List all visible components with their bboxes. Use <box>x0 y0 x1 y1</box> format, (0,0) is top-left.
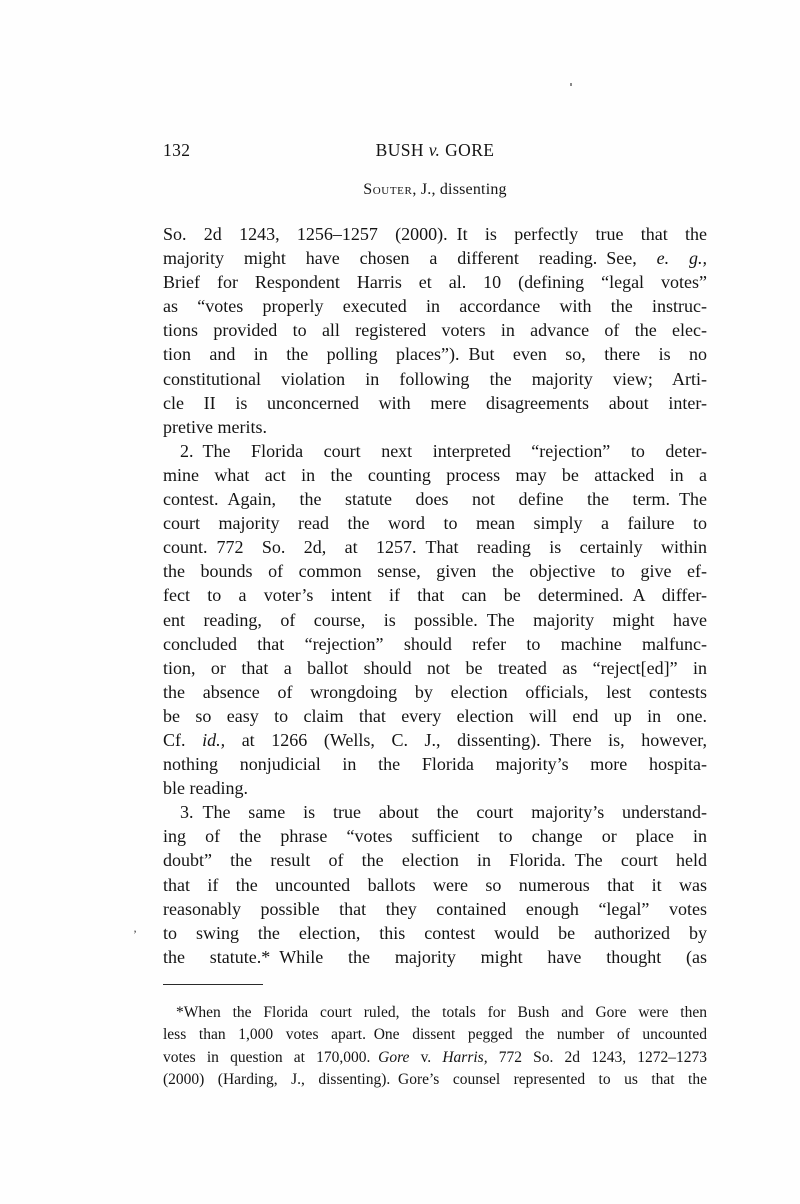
text-line: contest. Again, the statute does not define the term. The <box>163 489 707 510</box>
text-line: be so easy to claim that every election will end up in one. <box>163 705 707 726</box>
text-line: ing of the phrase “votes sufficient to change or place in <box>163 826 707 847</box>
text-line: ent reading, of course, is possible. The majority might have <box>163 609 707 630</box>
text-line: that if the uncounted ballots were so numerous that it was <box>163 874 707 895</box>
page-header <box>163 140 707 161</box>
paragraph <box>163 222 707 439</box>
scan-speck-artifact <box>570 83 572 86</box>
paragraph <box>163 800 707 969</box>
text-line: count. 772 So. 2d, at 1257. That reading is certainly within <box>163 537 707 558</box>
text-line: ble reading. <box>163 778 248 799</box>
text-line: constitutional violation in following the majority view; Arti- <box>163 368 707 389</box>
text-line: votes in question at 170,000. Gore v. Harris, 772 So. 2d 1243, 1272–1273 <box>163 1048 707 1066</box>
text-line: pretive merits. <box>163 416 267 437</box>
paragraph <box>163 439 707 800</box>
text-line: *When the Florida court ruled, the totals for Bush and Gore were then <box>176 1004 707 1021</box>
text-line: less than 1,000 votes apart. One dissent pegged the number of uncounted <box>163 1026 707 1044</box>
text-line: the bounds of common sense, given the objective to give ef- <box>163 561 707 582</box>
text-line: Cf. id., at 1266 (Wells, C. J., dissenting). There is, however, <box>163 729 708 750</box>
margin-mark-artifact: ’ <box>133 927 137 941</box>
body-text <box>163 222 707 969</box>
text-line: tions provided to all registered voters in advance of the elec- <box>163 320 707 341</box>
text-line: 2. The Florida court next interpreted “rejection” to deter- <box>180 440 707 461</box>
text-line: mine what act in the counting process may be attacked in a <box>163 464 707 485</box>
footnote-rule <box>163 984 263 985</box>
text-line: doubt” the result of the election in Florida. The court held <box>163 850 707 871</box>
text-line: nothing nonjudicial in the Florida majority’s more hospita- <box>163 754 707 775</box>
text-line: court majority read the word to mean simply a failure to <box>163 513 707 534</box>
running-head: BUSH v. GORE <box>375 140 495 160</box>
text-line: cle II is unconcerned with mere disagreements about inter- <box>163 392 707 413</box>
opinion-attribution: Souter, J., dissenting <box>363 181 507 198</box>
text-line: the statute.* While the majority might have thought (as <box>163 946 707 967</box>
page-number: 132 <box>163 140 191 160</box>
text-line: tion and in the polling places”). But even so, there is no <box>163 344 707 365</box>
text-line: concluded that “rejection” should refer to machine malfunc- <box>163 633 707 654</box>
text-line: (2000) (Harding, J., dissenting). Gore’s counsel represented to us that the <box>163 1071 707 1089</box>
text-line: tion, or that a ballot should not be treated as “reject[ed]” in <box>163 657 707 678</box>
text-line: 3. The same is true about the court majority’s understand- <box>180 802 707 823</box>
text-line: reasonably possible that they contained enough “legal” votes <box>163 898 707 919</box>
text-line: as “votes properly executed in accordance with the instruc- <box>163 296 707 317</box>
text-line: to swing the election, this contest would be authorized by <box>163 922 707 943</box>
text-line: majority might have chosen a different reading. See, e. g., <box>163 248 707 269</box>
text-line: the absence of wrongdoing by election officials, lest contests <box>163 681 707 702</box>
text-line: So. 2d 1243, 1256–1257 (2000). It is perfectly true that the <box>163 224 707 244</box>
text-line: fect to a voter’s intent if that can be determined. A differ- <box>163 585 707 606</box>
footnote-text <box>163 1002 707 1092</box>
text-line: Brief for Respondent Harris et al. 10 (defining “legal votes” <box>163 272 707 293</box>
